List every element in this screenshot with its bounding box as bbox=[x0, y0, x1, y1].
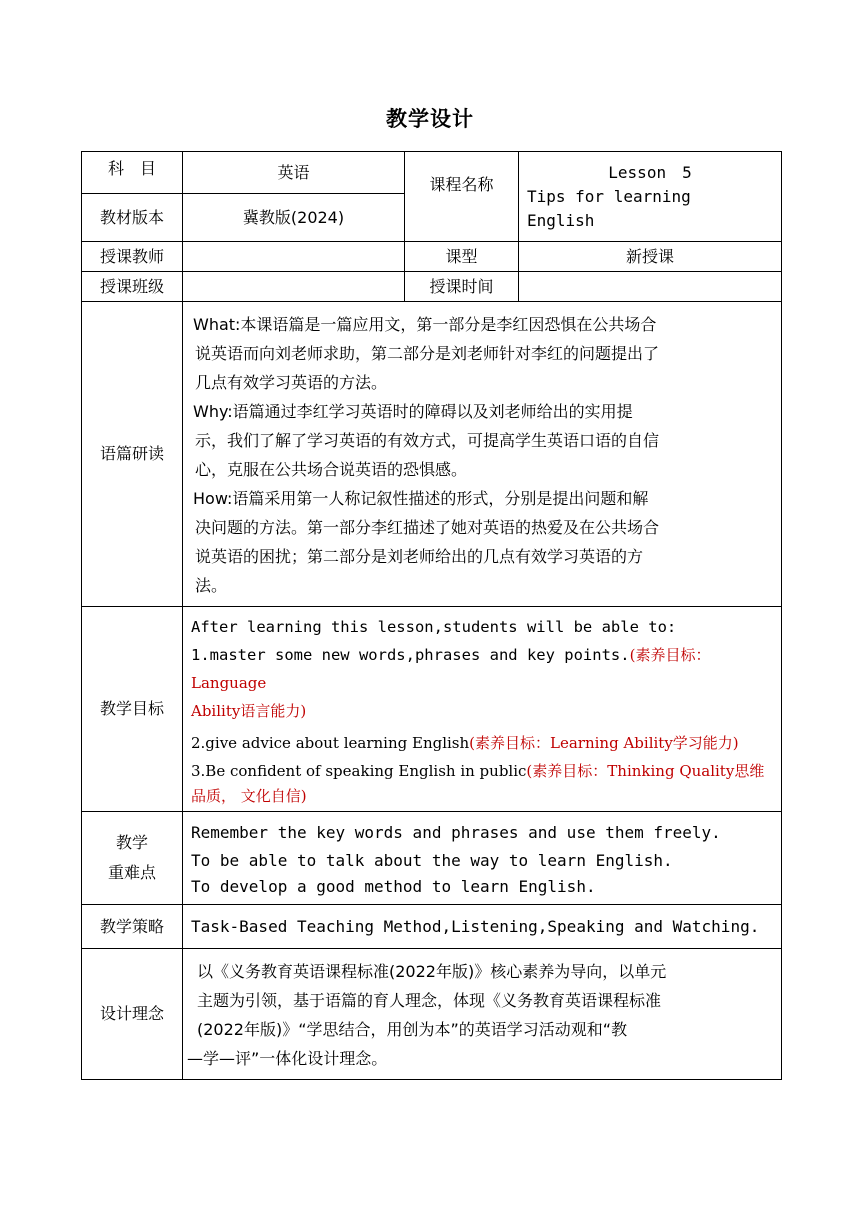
page-title: 教学设计 bbox=[386, 107, 474, 131]
passage-why-line: 示，我们了解了学习英语的有效方式，可提高学生英语口语的自信 bbox=[195, 431, 660, 450]
type-label: 课型 bbox=[405, 242, 519, 272]
passage-why-line: 心，克服在公共场合说英语的恐惧感。 bbox=[195, 460, 468, 479]
design-concept-line: 以《义务教育英语课程标准(2022年版)》核心素养为导向，以单元 bbox=[197, 962, 667, 981]
course-name-label: 课程名称 bbox=[405, 152, 519, 242]
key-point-line: Remember the key words and phrases and use them freely. bbox=[191, 823, 721, 842]
type-value: 新授课 bbox=[519, 242, 782, 272]
passage-how-line: How:语篇采用第一人称记叙性描述的形式，分别是提出问题和解 bbox=[193, 489, 649, 508]
time-value bbox=[519, 272, 782, 302]
objective-2 bbox=[191, 729, 775, 757]
objective-1-tag-cont: Ability语言能力) bbox=[191, 702, 307, 720]
objectives-label: 教学目标 bbox=[82, 607, 183, 812]
subject-label: 科 目 bbox=[82, 152, 183, 194]
row-subject bbox=[82, 152, 782, 194]
objective-1-text: 1.master some new words,phrases and key points. bbox=[191, 646, 630, 664]
teacher-label: 授课教师 bbox=[82, 242, 183, 272]
passage-study-content bbox=[183, 302, 782, 607]
design-concept-line: (2022年版)》“学思结合，用创为本”的英语学习活动观和“教 bbox=[197, 1020, 628, 1039]
course-name-value bbox=[519, 152, 782, 242]
row-key-points bbox=[82, 812, 782, 905]
objective-1 bbox=[191, 641, 775, 697]
row-objectives bbox=[82, 607, 782, 812]
passage-how-line: 说英语的困扰；第二部分是刘老师给出的几点有效学习英语的方 bbox=[195, 547, 644, 566]
key-points-label bbox=[82, 812, 183, 905]
passage-why-line: Why:语篇通过李红学习英语时的障碍以及刘老师给出的实用提 bbox=[193, 402, 633, 421]
key-points-label-line-2: 重难点 bbox=[107, 863, 156, 882]
edition-label: 教材版本 bbox=[82, 194, 183, 242]
passage-study-label: 语篇研读 bbox=[82, 302, 183, 607]
design-concept-line: —学—评”一体化设计理念。 bbox=[187, 1049, 388, 1068]
objective-2-text: 2.give advice about learning English bbox=[191, 734, 470, 752]
key-point-line: To develop a good method to learn English. bbox=[191, 877, 596, 896]
design-concept-content bbox=[183, 949, 782, 1080]
row-design-concept bbox=[82, 949, 782, 1080]
objectives-intro: After learning this lesson,students will be able to: bbox=[191, 618, 677, 636]
objective-2-tag: (素养目标：Learning Ability学习能力) bbox=[469, 734, 739, 752]
subject-value: 英语 bbox=[183, 152, 405, 194]
passage-why bbox=[193, 397, 773, 484]
strategy-value: Task-Based Teaching Method,Listening,Speaking and Watching. bbox=[183, 905, 782, 949]
course-name-line-1: Lesson 5 bbox=[608, 162, 692, 182]
objective-3-text: 3.Be confident of speaking English in public bbox=[191, 762, 527, 780]
passage-how-line: 决问题的方法。第一部分李红描述了她对英语的热爱及在公共场合 bbox=[195, 518, 660, 537]
strategy-label: 教学策略 bbox=[82, 905, 183, 949]
row-teacher bbox=[82, 242, 782, 272]
row-strategy bbox=[82, 905, 782, 949]
row-class bbox=[82, 272, 782, 302]
time-label: 授课时间 bbox=[405, 272, 519, 302]
lesson-plan-table bbox=[81, 151, 782, 1080]
passage-what-line: What:本课语篇是一篇应用文，第一部分是李红因恐惧在公共场合 bbox=[193, 315, 657, 334]
course-name-line-3: English bbox=[527, 210, 595, 230]
objective-3-tag-cont: 品质， 文化自信) bbox=[191, 787, 307, 805]
row-passage-study bbox=[82, 302, 782, 607]
objective-1-tag: (素养目标：Language bbox=[191, 646, 711, 692]
objective-3 bbox=[191, 757, 775, 785]
passage-what-line: 几点有效学习英语的方法。 bbox=[195, 373, 388, 392]
passage-what bbox=[193, 310, 773, 397]
passage-what-line: 说英语而向刘老师求助，第二部分是刘老师针对李红的问题提出了 bbox=[195, 344, 660, 363]
course-name-line-2: Tips for learning bbox=[527, 186, 691, 206]
teacher-value bbox=[183, 242, 405, 272]
objective-3-tag: (素养目标：Thinking Quality思维 bbox=[526, 762, 765, 780]
objectives-content bbox=[183, 607, 782, 812]
class-label: 授课班级 bbox=[82, 272, 183, 302]
passage-how-line: 法。 bbox=[195, 576, 228, 595]
design-concept-label: 设计理念 bbox=[82, 949, 183, 1080]
class-value bbox=[183, 272, 405, 302]
passage-how bbox=[193, 484, 773, 600]
key-points-label-line-1: 教学 bbox=[115, 833, 148, 852]
key-points-content bbox=[183, 812, 782, 905]
key-point-line: To be able to talk about the way to learn English. bbox=[191, 851, 673, 870]
edition-value: 冀教版(2024) bbox=[183, 194, 405, 242]
design-concept-line: 主题为引领，基于语篇的育人理念，体现《义务教育英语课程标准 bbox=[197, 991, 662, 1010]
